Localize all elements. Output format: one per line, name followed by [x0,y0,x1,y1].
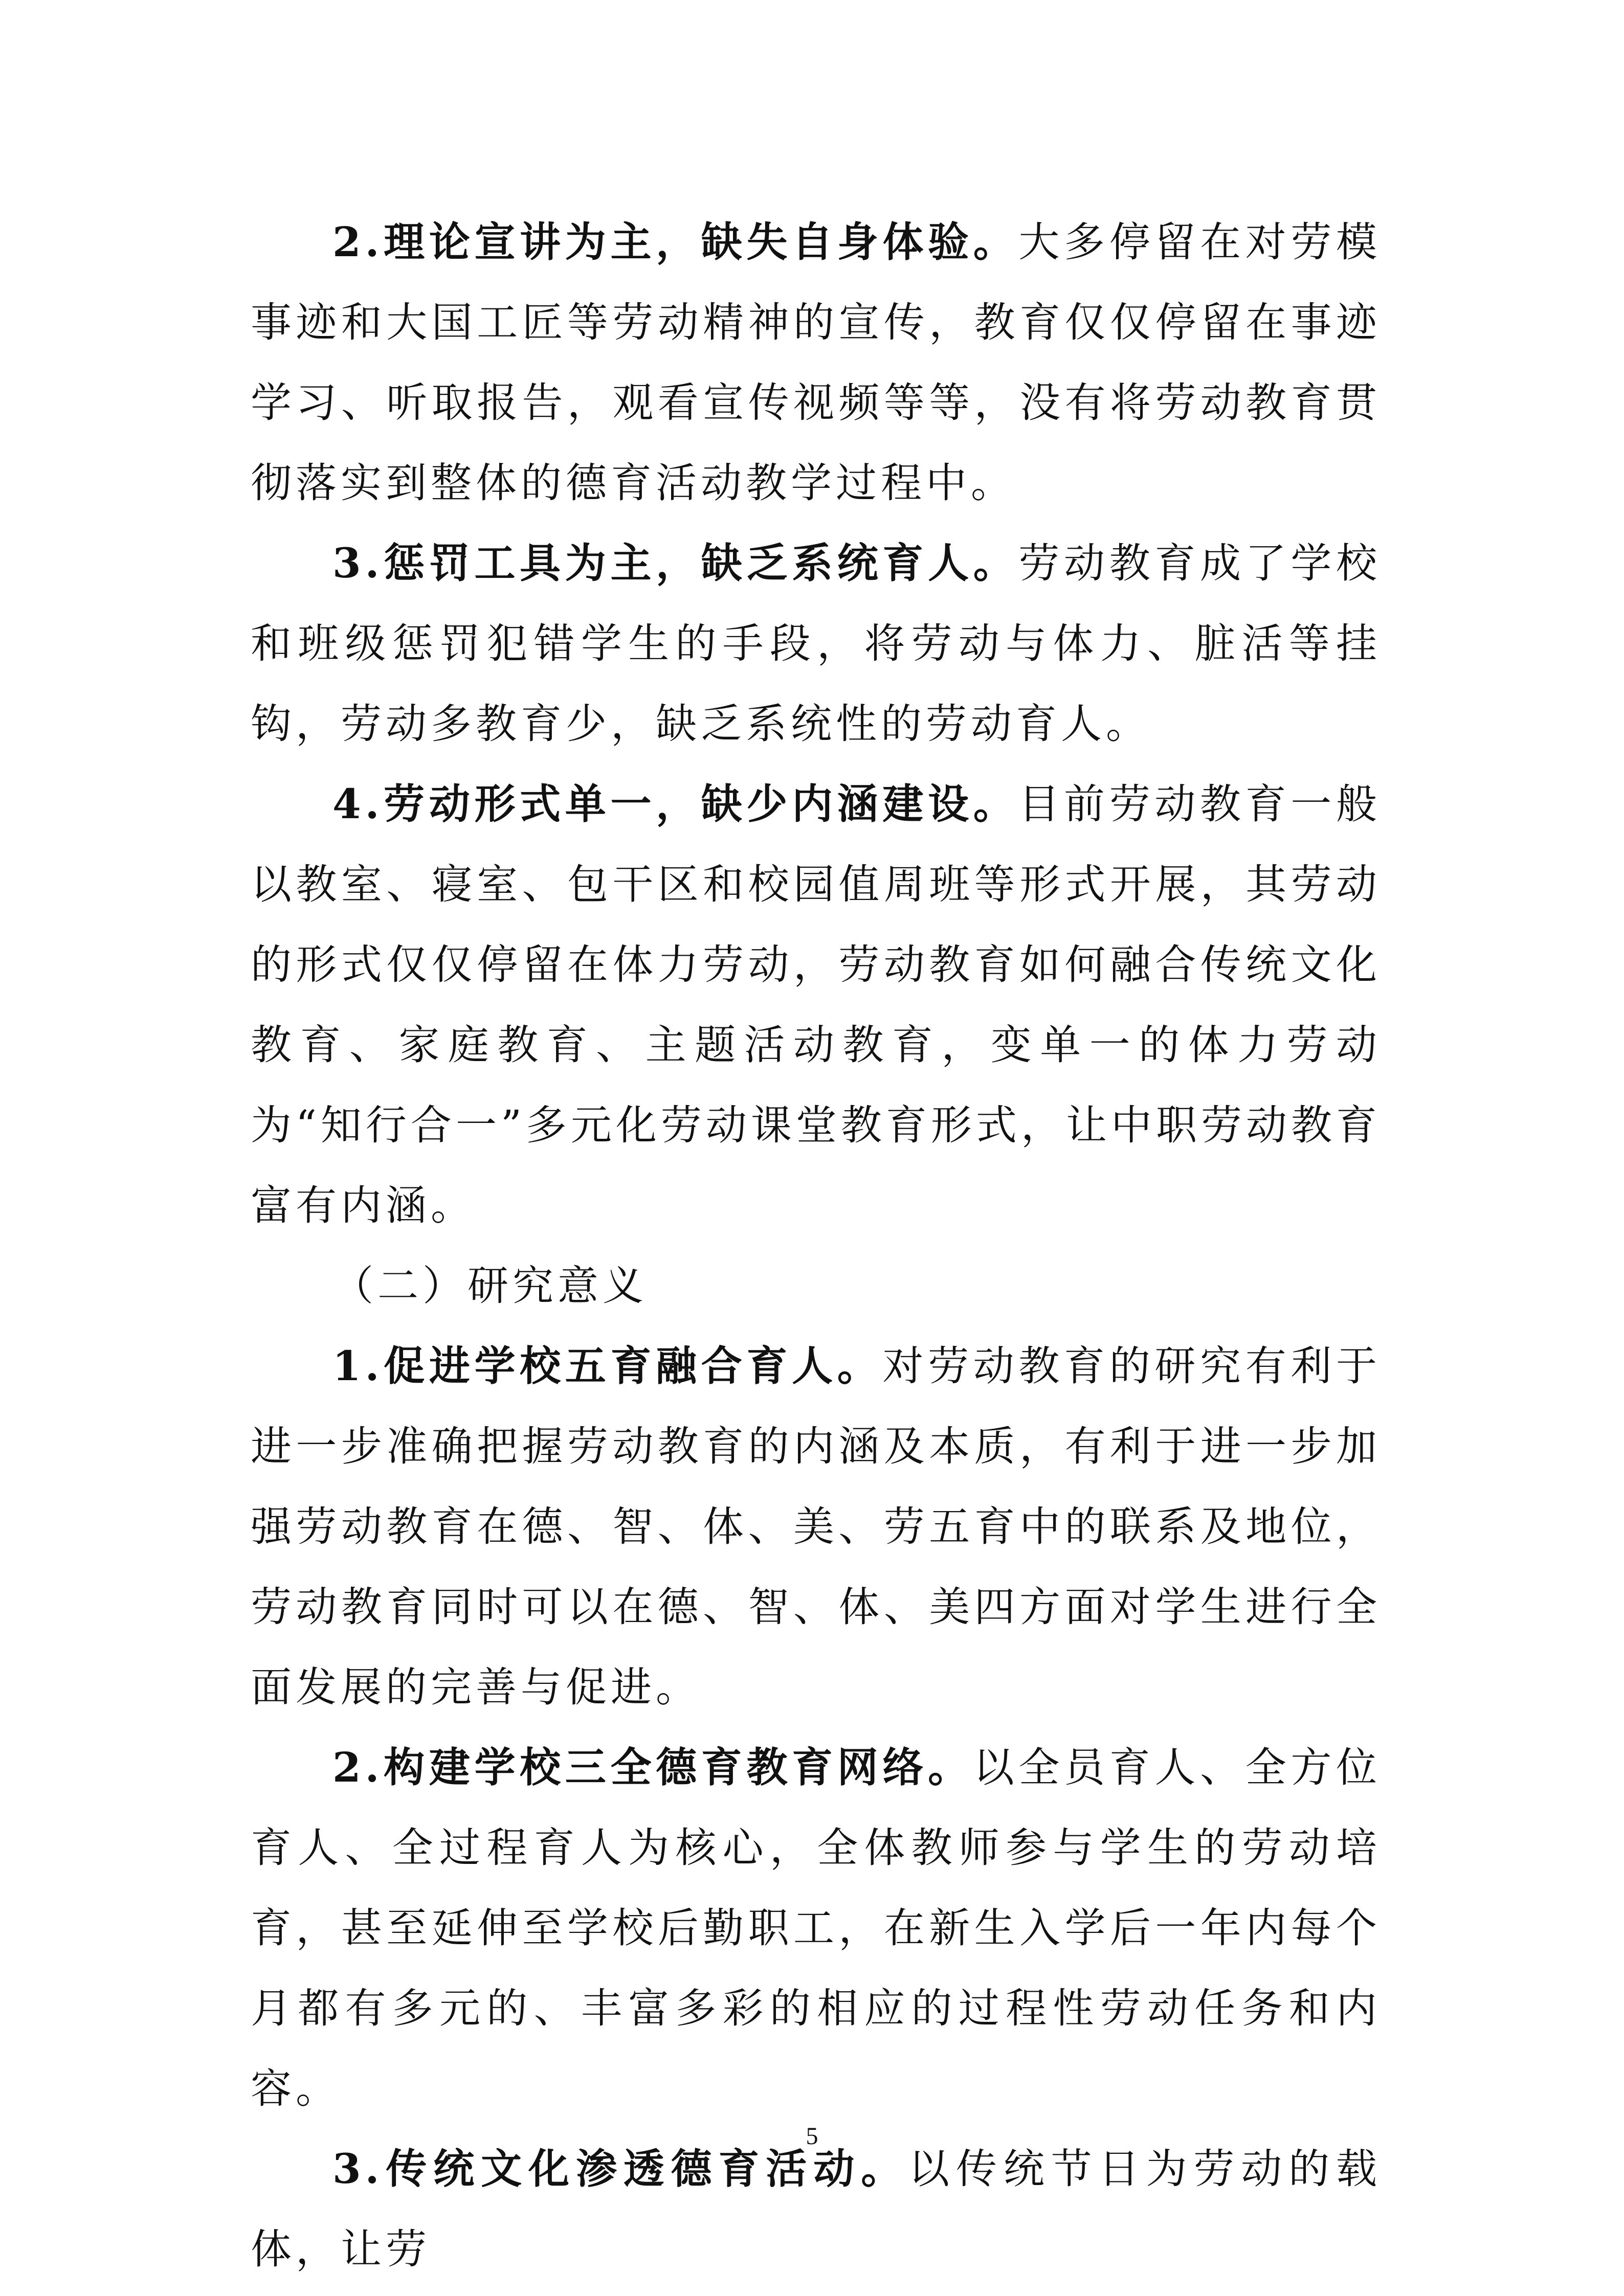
paragraph-five-education [251,1326,1381,1727]
paragraph-lead: 3.传统文化渗透德育活动。 [332,2145,909,2193]
paragraph-theory-lecture [251,202,1381,523]
paragraph-traditional-culture [251,2129,1381,2289]
paragraph-text: 劳动教育成了学校和班级惩罚犯错学生的手段，将劳动与体力、脏活等挂钩，劳动多教育少，缺乏系统性的劳动育人。 [251,539,1381,748]
paragraph-lead: 4.劳动形式单一，缺少内涵建设。 [332,780,1019,828]
paragraph-three-all-network [251,1727,1381,2129]
paragraph-text: 目前劳动教育一般以教室、寝室、包干区和校园值周班等形式开展，其劳动的形式仅仅停留在体力劳动，劳动教育如何融合传统文化教育、家庭教育、主题活动教育，变单一的体力劳动为“知行合一”多元化劳动课堂教育形式，让中职劳动教育富有内涵。 [251,780,1381,1229]
paragraph-text: 以全员育人、全方位育人、全过程育人为核心，全体教师参与学生的劳动培育，甚至延伸至学校后勤职工，在新生入学后一年内每个月都有多元的、丰富多彩的相应的过程性劳动任务和内容。 [251,1744,1382,2112]
paragraph-text: 对劳动教育的研究有利于进一步准确把握劳动教育的内涵及本质，有利于进一步加强劳动教育在德、智、体、美、劳五育中的联系及地位，劳动教育同时可以在德、智、体、美四方面对学生进行全面发展的完善与促进。 [251,1342,1382,1711]
paragraph-lead: 2.理论宣讲为主，缺失自身体验。 [332,218,1019,266]
section-heading: （二）研究意义 [332,1262,648,1310]
paragraph-punishment-tool [251,523,1381,764]
paragraph-lead: 3.惩罚工具为主，缺乏系统育人。 [332,539,1019,587]
paragraph-lead: 2.构建学校三全德育教育网络。 [332,1743,973,1791]
page-number: 5 [806,2123,818,2150]
paragraph-lead: 1.促进学校五育融合育人。 [332,1342,883,1390]
paragraph-text: 以传统节日为劳动的载体，让劳 [251,2145,1381,2273]
document-body [251,202,1381,2289]
paragraph-text: 大多停留在对劳模事迹和大国工匠等劳动精神的宣传，教育仅仅停留在事迹学习、听取报告，观看宣传视频等等，没有将劳动教育贯彻落实到整体的德育活动教学过程中。 [251,218,1381,507]
paragraph-single-form [251,764,1381,1246]
